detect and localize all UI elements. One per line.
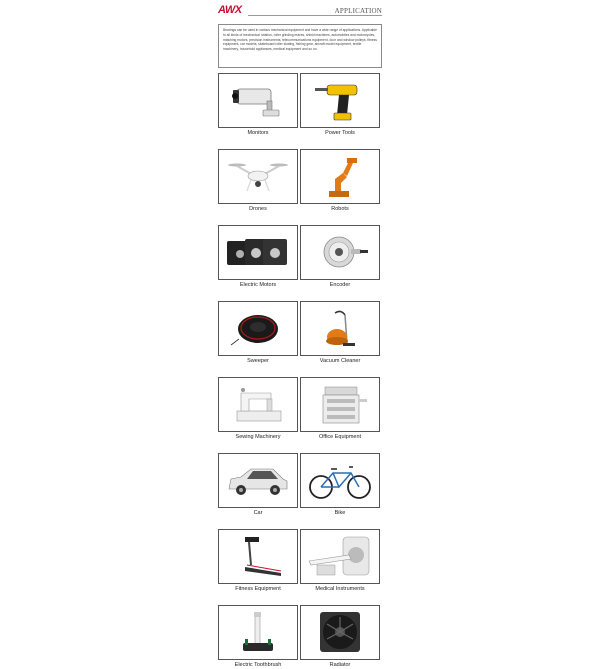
application-item (300, 453, 380, 517)
application-label: Car (253, 510, 263, 516)
drone-icon (223, 153, 293, 200)
application-label: Fitness Equipment (235, 586, 281, 592)
application-thumbnail (218, 73, 298, 128)
car-icon (223, 457, 293, 504)
monitor-camera-icon (223, 77, 293, 124)
application-thumbnail (218, 605, 298, 660)
application-label: Office Equipment (318, 434, 362, 440)
application-thumbnail (218, 301, 298, 356)
brand-logo: AWX (218, 4, 242, 16)
application-thumbnail (218, 225, 298, 280)
application-grid (218, 73, 382, 669)
power-drill-icon (305, 77, 375, 124)
application-item (218, 605, 298, 669)
application-thumbnail (300, 301, 380, 356)
cooling-fan-icon (305, 609, 375, 656)
application-item (218, 73, 298, 137)
robot-arm-icon (305, 153, 375, 200)
application-thumbnail (300, 73, 380, 128)
description-box: Bearings can be used in various mechanical equipment and have a wide range of applications. Applicable to all kinds of mechanical rotation, roller grinding maces, shield machines, automobiles and motorcycles, matching motors, precision instruments, telecommunications equipment, door and window pulleys, fitness equipment, car models, skateboard roller skating, fishing gear, aircraft model equipment, textile machinery, household appliances, medical equipment and so on. (218, 24, 382, 68)
application-thumbnail (218, 453, 298, 508)
application-thumbnail (300, 453, 380, 508)
application-label: Electric Motors (239, 282, 277, 288)
application-item (300, 301, 380, 365)
robot-vacuum-icon (223, 305, 293, 352)
application-label: Sweeper (247, 358, 269, 364)
application-label: Drones (249, 206, 267, 212)
application-item (300, 377, 380, 441)
bicycle-icon (305, 457, 375, 504)
application-item (300, 73, 380, 137)
application-label: Electric Toothbrush (234, 662, 282, 668)
application-page (218, 0, 382, 668)
application-item (218, 529, 298, 593)
application-label: Sewing Machinery (235, 434, 281, 440)
application-item (218, 225, 298, 289)
section-title: APPLICATION (332, 7, 382, 15)
application-item (218, 149, 298, 213)
application-item (300, 149, 380, 213)
application-thumbnail (300, 529, 380, 584)
application-thumbnail (300, 225, 380, 280)
header (218, 4, 382, 24)
application-thumbnail (218, 529, 298, 584)
vacuum-cleaner-icon (305, 305, 375, 352)
application-thumbnail (218, 377, 298, 432)
application-item (300, 225, 380, 289)
sewing-machine-icon (223, 381, 293, 428)
application-item (218, 453, 298, 517)
application-label: Power Tools (325, 130, 355, 136)
toothbrush-icon (223, 609, 293, 656)
application-thumbnail (218, 149, 298, 204)
application-label: Medical Instruments (315, 586, 365, 592)
application-label: Encoder (329, 282, 351, 288)
treadmill-icon (223, 533, 293, 580)
encoder-icon (305, 229, 375, 276)
application-item (218, 377, 298, 441)
copier-icon (305, 381, 375, 428)
application-label: Vacuum Cleaner (319, 358, 361, 364)
electric-motor-icon (223, 229, 293, 276)
application-label: Bike (334, 510, 346, 516)
application-thumbnail (300, 377, 380, 432)
application-label: Robots (331, 206, 349, 212)
header-rule (248, 15, 382, 16)
application-label: Radiator (329, 662, 351, 668)
application-item (218, 301, 298, 365)
application-item (300, 529, 380, 593)
application-item (300, 605, 380, 669)
application-label: Monitors (247, 130, 269, 136)
application-thumbnail (300, 605, 380, 660)
application-thumbnail (300, 149, 380, 204)
ct-scanner-icon (305, 533, 375, 580)
